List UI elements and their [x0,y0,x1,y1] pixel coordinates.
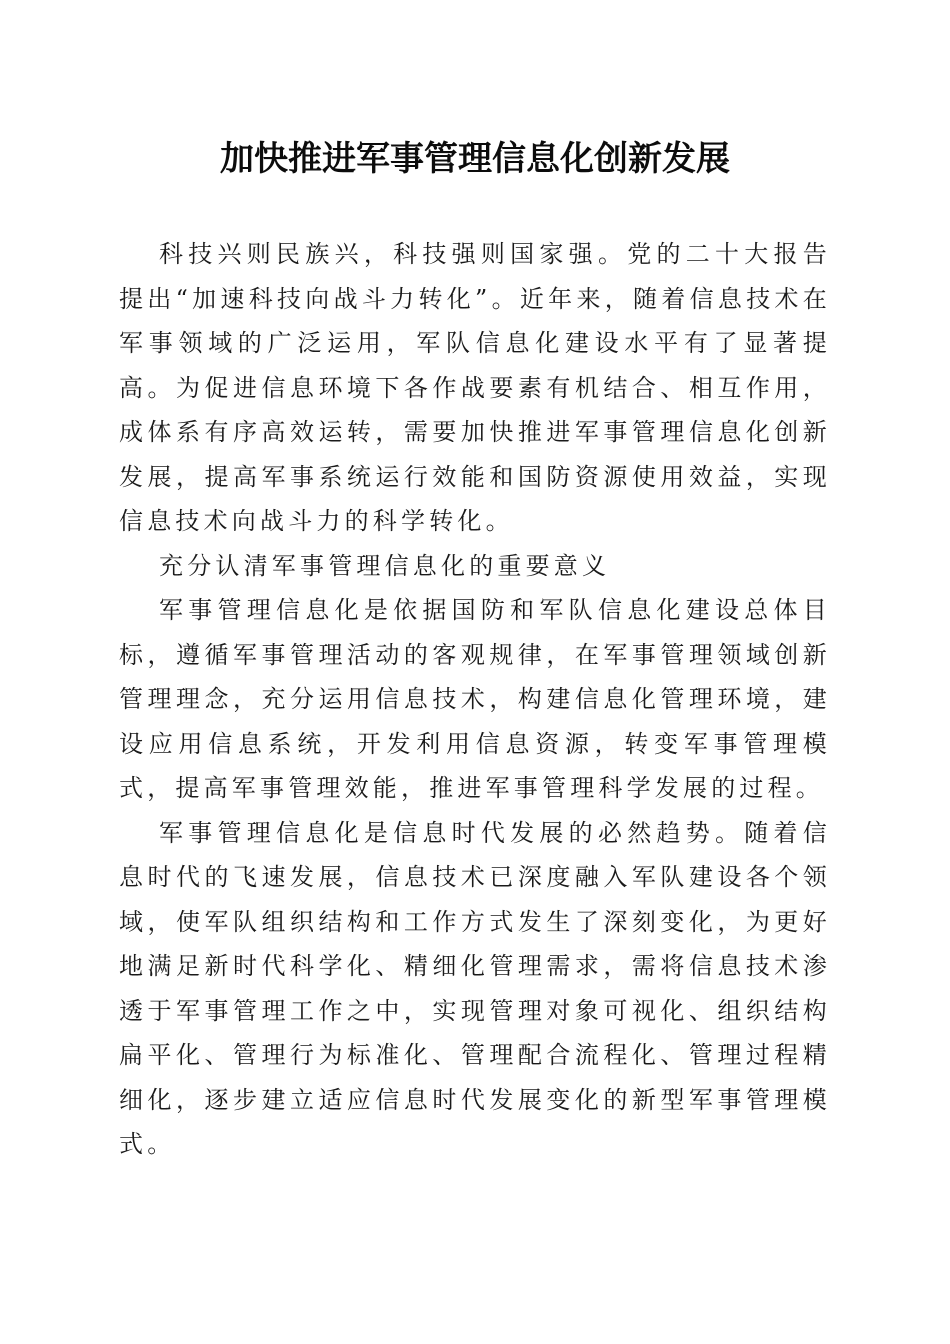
paragraph-definition: 军事管理信息化是依据国防和军队信息化建设总体目标，遵循军事管理活动的客观规律，在军事管理领域创新管理理念，充分运用信息技术，构建信息化管理环境，建设应用信息系统，开发利用信息资源，转变军事管理模式，提高军事管理效能，推进军事管理科学发展的过程。 [119,596,831,802]
document-title: 加快推进军事管理信息化创新发展 [220,139,730,179]
document-body [119,232,831,1167]
paragraph-intro: 科技兴则民族兴，科技强则国家强。党的二十大报告提出“加速科技向战斗力转化”。近年来，随着信息技术在军事领域的广泛运用，军队信息化建设水平有了显著提高。为促进信息环境下各作战要素有机结合、相互作用，成体系有序高效运转，需要加快推进军事管理信息化创新发展，提高军事系统运行效能和国防资源使用效益，实现信息技术向战斗力的科学转化。 [119,240,831,535]
section-heading: 充分认清军事管理信息化的重要意义 [159,551,611,580]
paragraph-trend: 军事管理信息化是信息时代发展的必然趋势。随着信息时代的飞速发展，信息技术已深度融入军队建设各个领域，使军队组织结构和工作方式发生了深刻变化，为更好地满足新时代科学化、精细化管理需求，需将信息技术渗透于军事管理工作之中，实现管理对象可视化、组织结构扁平化、管理行为标准化、管理配合流程化、管理过程精细化，逐步建立适应信息时代发展变化的新型军事管理模式。 [119,818,831,1158]
